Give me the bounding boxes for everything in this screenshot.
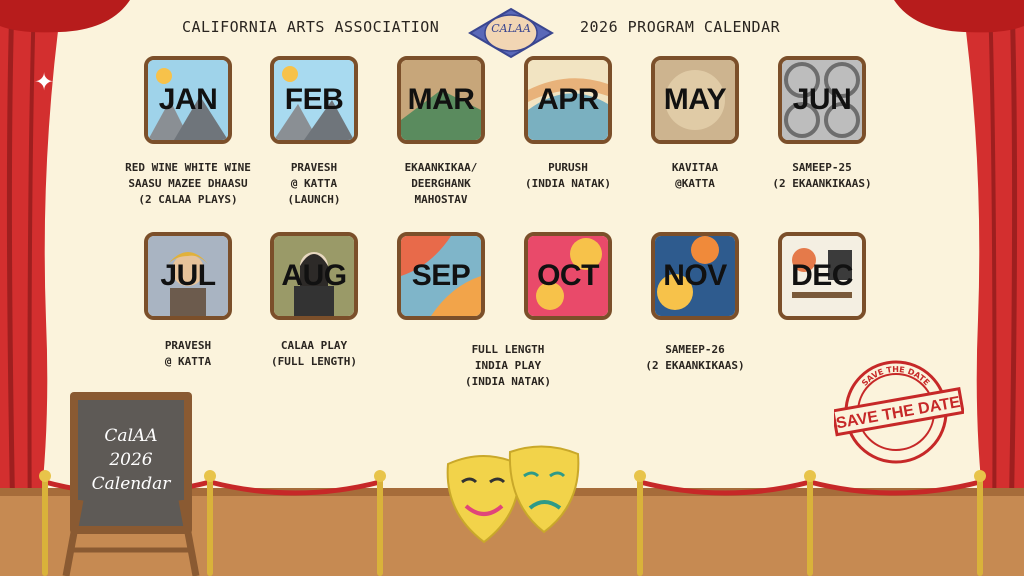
rope-post: [207, 476, 213, 576]
tile-feb: [270, 56, 358, 144]
tile-apr: [524, 56, 612, 144]
tile-jun: [778, 56, 866, 144]
calendar-title: 2026 PROGRAM CALENDAR: [580, 18, 781, 36]
caption-nov: SAMEEP-26 (2 EKAANKIKAAS): [645, 343, 745, 372]
theater-masks-icon: [444, 442, 584, 554]
rope-post: [807, 476, 813, 576]
calaa-logo: [468, 7, 554, 59]
rope-post-top: [374, 470, 386, 482]
tile-dec: [778, 232, 866, 320]
logo-text: CALAA: [491, 22, 531, 35]
month-label: JUL: [160, 259, 216, 292]
month-label: MAY: [663, 83, 727, 116]
rope-post-top: [39, 470, 51, 482]
caption-jan: RED WINE WHITE WINE SAASU MAZEE DHAASU (2 CALAA PLAYS): [125, 161, 251, 206]
stamp-ring-text: SAVE THE DATE: [860, 364, 932, 388]
month-label: AUG: [281, 259, 347, 292]
caption-aug: CALAA PLAY (FULL LENGTH): [270, 339, 358, 368]
month-label: JUN: [792, 83, 852, 116]
rope-post-top: [804, 470, 816, 482]
month-label: NOV: [663, 259, 727, 292]
tile-oct: [524, 232, 612, 320]
rope-post-top: [974, 470, 986, 482]
tile-mar: [397, 56, 485, 144]
month-label: DEC: [791, 259, 853, 292]
month-label: APR: [537, 83, 599, 116]
organization-name: CALIFORNIA ARTS ASSOCIATION: [182, 18, 440, 36]
rope-post: [637, 476, 643, 576]
month-label: FEB: [284, 83, 344, 116]
caption-apr: PURUSH (INDIA NATAK): [524, 161, 612, 190]
caption-jun: SAMEEP-25 (2 EKAANKIKAAS): [772, 161, 872, 190]
month-label: SEP: [411, 259, 471, 292]
rope-post: [977, 476, 983, 576]
chalkboard-text: CalAA 2026 Calendar: [91, 426, 171, 494]
tile-jul: [144, 232, 232, 320]
caption-mar: EKAANKIKAA/ DEERGHANK MAHOSTAV: [404, 161, 478, 206]
month-label: OCT: [537, 259, 599, 292]
caption-sep-oct: FULL LENGTH INDIA PLAY (INDIA NATAK): [464, 343, 552, 388]
easel-legs: [60, 500, 202, 576]
tile-jan: [144, 56, 232, 144]
tile-aug: [270, 232, 358, 320]
tile-nov: [651, 232, 739, 320]
tile-sep: [397, 232, 485, 320]
month-label: JAN: [158, 83, 218, 116]
sparkle-icon: ✦: [34, 68, 55, 96]
rope-post-top: [634, 470, 646, 482]
save-the-date-stamp: [834, 356, 964, 466]
rope-post: [377, 476, 383, 576]
month-label: MAR: [407, 83, 475, 116]
caption-feb: PRAVESH @ KATTA (LAUNCH): [287, 161, 341, 206]
tile-may: [651, 56, 739, 144]
rope-post: [42, 476, 48, 576]
caption-may: KAVITAA @KATTA: [671, 161, 719, 190]
caption-jul: PRAVESH @ KATTA: [164, 339, 212, 368]
stamp-main-text: SAVE THE DATE: [834, 393, 962, 433]
rope-post-top: [204, 470, 216, 482]
